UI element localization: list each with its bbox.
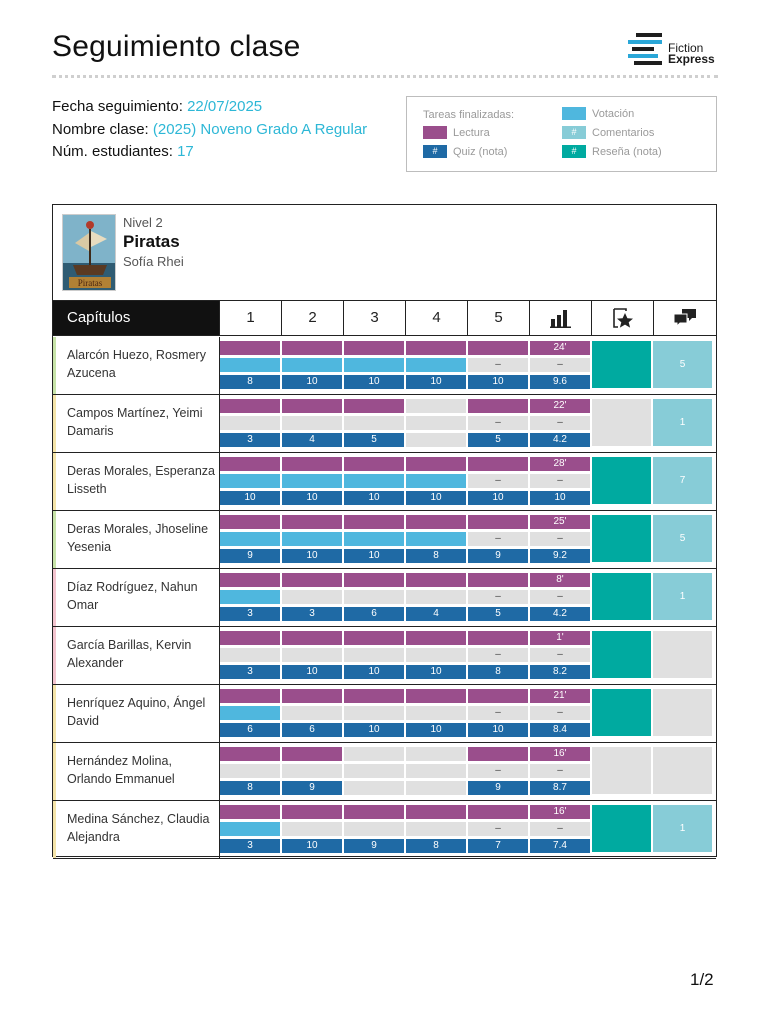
reading-cell [406,515,466,529]
quiz-cell: 10 [344,491,404,505]
vote-cell [344,764,404,778]
vote-cell [406,764,466,778]
vote-cell [344,474,404,488]
student-status-stripe [53,569,56,626]
book-title: Piratas [123,232,180,251]
legend-swatch-comentarios: # [562,126,586,139]
quiz-cell: 10 [282,549,342,563]
reading-time-cell: 28' [530,457,590,471]
legend-label-votacion: Votación [592,108,635,120]
student-name[interactable]: Alarcón Huezo, Rosmery Azucena [67,348,206,380]
student-status-stripe [53,801,56,858]
quiz-cell: 10 [344,665,404,679]
chapter-4-header: 4 [405,301,467,335]
reading-cell [344,457,404,471]
logo-bar [636,33,662,37]
vote-cell [406,532,466,546]
vote-cell [220,416,280,430]
comments-cell: 1 [653,805,712,852]
vote-cell [282,358,342,372]
reading-cell [282,515,342,529]
date-label: Fecha seguimiento: [52,98,188,115]
reading-cell [468,399,528,413]
quiz-average-cell: 10 [530,491,590,505]
vote-average-cell: – [530,764,590,778]
quiz-average-cell: 4.2 [530,607,590,621]
quiz-cell [406,781,466,795]
vote-dash-cell: – [468,590,528,604]
reading-cell [406,341,466,355]
vote-cell [344,822,404,836]
reading-cell [344,515,404,529]
vote-dash-cell: – [468,416,528,430]
vote-dash-cell: – [468,358,528,372]
student-row [53,511,716,569]
vote-average-cell: – [530,416,590,430]
student-name[interactable]: Díaz Rodríguez, Nahun Omar [67,580,198,612]
reading-cell [406,747,466,761]
quiz-average-cell: 9.6 [530,375,590,389]
quiz-cell: 7 [468,839,528,853]
student-name[interactable]: Medina Sánchez, Claudia Alejandra [67,812,210,844]
review-cell [592,805,651,852]
quiz-cell: 10 [344,549,404,563]
reading-cell [282,631,342,645]
quiz-cell: 9 [282,781,342,795]
vote-cell [406,648,466,662]
vote-cell [406,822,466,836]
class-value: (2025) Noveno Grado A Regular [152,120,368,138]
legend-label-lectura: Lectura [453,127,490,139]
student-row [53,743,716,801]
legend-label-quiz: Quiz (nota) [453,146,508,158]
student-row [53,569,716,627]
comments-cell [653,631,712,678]
book-cover[interactable] [62,214,116,291]
reading-cell [468,341,528,355]
vote-dash-cell: – [468,474,528,488]
vote-cell [406,474,466,488]
page-number: 1/2 [690,970,714,989]
vote-cell [220,590,280,604]
class-info [52,96,372,164]
reading-time-cell: 16' [530,805,590,819]
reading-cell [468,689,528,703]
vote-cell [406,416,466,430]
student-name[interactable]: Hernández Molina, Orlando Emmanuel [67,754,175,786]
vote-cell [282,416,342,430]
chapter-2-header: 2 [281,301,343,335]
class-label: Nombre clase: [52,120,153,138]
reading-cell [406,573,466,587]
quiz-cell: 8 [406,839,466,853]
quiz-cell [344,781,404,795]
legend-swatch-resena: # [562,145,586,158]
legend-swatch-votacion [562,107,586,120]
comments-cell: 5 [653,341,712,388]
reading-time-cell: 8' [530,573,590,587]
quiz-average-cell: 8.4 [530,723,590,737]
reading-cell [468,631,528,645]
reading-cell [282,573,342,587]
date-line [52,96,372,119]
quiz-average-cell: 7.4 [530,839,590,853]
chapter-1-header: 1 [219,301,281,335]
students-label: Núm. estudiantes: [52,143,178,160]
reading-cell [220,805,280,819]
comments-cell: 5 [653,515,712,562]
vote-cell [344,590,404,604]
student-status-stripe [53,453,56,510]
student-status-stripe [53,395,56,452]
students-value: 17 [177,143,194,160]
vote-cell [220,764,280,778]
student-row [53,337,716,395]
reading-cell [344,573,404,587]
quiz-cell: 9 [220,549,280,563]
vote-cell [282,590,342,604]
vote-cell [220,648,280,662]
quiz-cell: 10 [406,665,466,679]
quiz-cell: 3 [220,607,280,621]
vote-cell [282,706,342,720]
reading-cell [406,689,466,703]
student-name[interactable]: Henríquez Aquino, Ángel David [67,696,206,728]
vote-cell [344,706,404,720]
table-header [53,300,716,336]
review-cell [592,515,651,562]
vote-average-cell: – [530,474,590,488]
quiz-cell: 8 [406,549,466,563]
quiz-average-cell: 4.2 [530,433,590,447]
reading-time-cell: 21' [530,689,590,703]
chapter-3-header: 3 [343,301,405,335]
reading-cell [344,747,404,761]
logo-text-line1: Fiction [668,41,704,55]
page-title: Seguimiento clase [52,30,301,63]
legend-heading: Tareas finalizadas: [423,109,515,121]
vote-cell [220,706,280,720]
quiz-cell: 6 [282,723,342,737]
review-cell [592,573,651,620]
bar-chart-icon [550,308,572,328]
book-level: Nivel 2 [123,215,163,230]
quiz-cell: 10 [406,491,466,505]
reading-cell [344,631,404,645]
student-name[interactable]: Deras Morales, Jhoseline Yesenia [67,522,209,554]
logo-bar [628,40,662,44]
quiz-cell: 10 [344,723,404,737]
quiz-cell: 10 [282,375,342,389]
quiz-cell: 10 [468,723,528,737]
book-cover-art [63,215,116,291]
logo-bar [632,47,654,51]
legend-swatch-lectura [423,126,447,139]
reading-cell [220,631,280,645]
student-row [53,801,716,859]
reading-time-cell: 1' [530,631,590,645]
date-value: 22/07/2025 [187,98,263,115]
quiz-cell: 10 [406,375,466,389]
vote-dash-cell: – [468,764,528,778]
student-name[interactable]: Campos Martínez, Yeimi Damaris [67,406,203,438]
reading-cell [344,399,404,413]
reading-cell [220,573,280,587]
comments-cell: 7 [653,457,712,504]
vote-cell [282,474,342,488]
reading-cell [220,399,280,413]
reading-cell [220,341,280,355]
book-info [53,205,716,300]
reading-cell [406,457,466,471]
comments-header [653,301,716,335]
reading-cell [282,341,342,355]
quiz-cell: 10 [468,491,528,505]
quiz-cell: 3 [220,433,280,447]
quiz-cell: 10 [282,839,342,853]
vote-cell [344,648,404,662]
quiz-cell: 10 [344,375,404,389]
vote-average-cell: – [530,822,590,836]
review-cell [592,631,651,678]
reading-time-cell: 25' [530,515,590,529]
quiz-cell: 10 [468,375,528,389]
quiz-cell: 5 [468,433,528,447]
reading-cell [344,689,404,703]
chapters-header: Capítulos [53,301,219,335]
student-status-stripe [53,627,56,684]
star-review-icon [612,307,634,329]
comments-icon [673,308,697,328]
reading-cell [220,689,280,703]
vote-dash-cell: – [468,648,528,662]
vote-cell [282,648,342,662]
quiz-cell: 4 [282,433,342,447]
fiction-express-logo [628,33,720,71]
vote-cell [220,532,280,546]
vote-cell [282,822,342,836]
reading-cell [406,399,466,413]
vote-cell [344,532,404,546]
vote-cell [406,358,466,372]
reading-cell [468,457,528,471]
review-cell [592,341,651,388]
logo-bar [634,61,662,65]
vote-cell [344,358,404,372]
comments-cell: 1 [653,399,712,446]
quiz-cell: 9 [468,781,528,795]
reading-cell [468,747,528,761]
vote-cell [220,474,280,488]
quiz-cell: 4 [406,607,466,621]
student-row [53,395,716,453]
legend-label-resena: Reseña (nota) [592,146,662,158]
comments-cell [653,689,712,736]
vote-average-cell: – [530,590,590,604]
students-line [52,141,372,164]
vote-average-cell: – [530,706,590,720]
student-row [53,627,716,685]
reading-cell [282,689,342,703]
comments-cell [653,747,712,794]
vote-cell [406,590,466,604]
quiz-cell: 8 [468,665,528,679]
quiz-cell: 10 [282,491,342,505]
review-header [591,301,653,335]
quiz-cell: 10 [406,723,466,737]
quiz-cell: 10 [220,491,280,505]
quiz-average-cell: 9.2 [530,549,590,563]
student-status-stripe [53,743,56,800]
reading-cell [468,573,528,587]
stats-header [529,301,591,335]
student-row [53,685,716,743]
reading-cell [406,631,466,645]
quiz-average-cell: 8.2 [530,665,590,679]
tracking-table [52,204,717,857]
quiz-cell: 3 [220,665,280,679]
class-line [52,119,372,142]
student-name[interactable]: García Barillas, Kervin Alexander [67,638,192,670]
reading-cell [282,747,342,761]
quiz-cell: 3 [282,607,342,621]
vote-cell [220,822,280,836]
vote-average-cell: – [530,532,590,546]
reading-cell [468,805,528,819]
vote-cell [282,764,342,778]
student-status-stripe [53,685,56,742]
reading-cell [344,805,404,819]
vote-dash-cell: – [468,706,528,720]
reading-time-cell: 22' [530,399,590,413]
logo-text-line2: Express [668,52,715,66]
student-row [53,453,716,511]
quiz-cell: 9 [344,839,404,853]
vote-average-cell: – [530,358,590,372]
review-cell [592,399,651,446]
chapter-5-header: 5 [467,301,529,335]
student-status-stripe [53,337,56,394]
legend-label-comentarios: Comentarios [592,127,655,139]
title-divider [52,75,718,78]
vote-cell [282,532,342,546]
book-author: Sofía Rhei [123,254,184,269]
vote-average-cell: – [530,648,590,662]
review-cell [592,457,651,504]
comments-cell: 1 [653,573,712,620]
quiz-cell: 5 [344,433,404,447]
reading-cell [282,457,342,471]
quiz-cell: 3 [220,839,280,853]
student-name[interactable]: Deras Morales, Esperanza Lisseth [67,464,215,496]
legend-swatch-quiz: # [423,145,447,158]
reading-cell [406,805,466,819]
reading-cell [468,515,528,529]
quiz-cell: 8 [220,781,280,795]
vote-cell [220,358,280,372]
legend-box [406,96,717,172]
quiz-cell: 6 [220,723,280,737]
reading-cell [344,341,404,355]
logo-bar [628,54,658,58]
vote-dash-cell: – [468,822,528,836]
quiz-cell: 6 [344,607,404,621]
reading-cell [220,747,280,761]
vote-cell [406,706,466,720]
quiz-average-cell: 8.7 [530,781,590,795]
review-cell [592,689,651,736]
quiz-cell: 10 [282,665,342,679]
reading-cell [282,399,342,413]
reading-cell [220,515,280,529]
quiz-cell: 8 [220,375,280,389]
reading-cell [282,805,342,819]
reading-time-cell: 16' [530,747,590,761]
book-cover-title: Piratas [77,278,103,288]
student-status-stripe [53,511,56,568]
quiz-cell [406,433,466,447]
reading-time-cell: 24' [530,341,590,355]
quiz-cell: 5 [468,607,528,621]
vote-dash-cell: – [468,532,528,546]
vote-cell [344,416,404,430]
review-cell [592,747,651,794]
quiz-cell: 9 [468,549,528,563]
reading-cell [220,457,280,471]
